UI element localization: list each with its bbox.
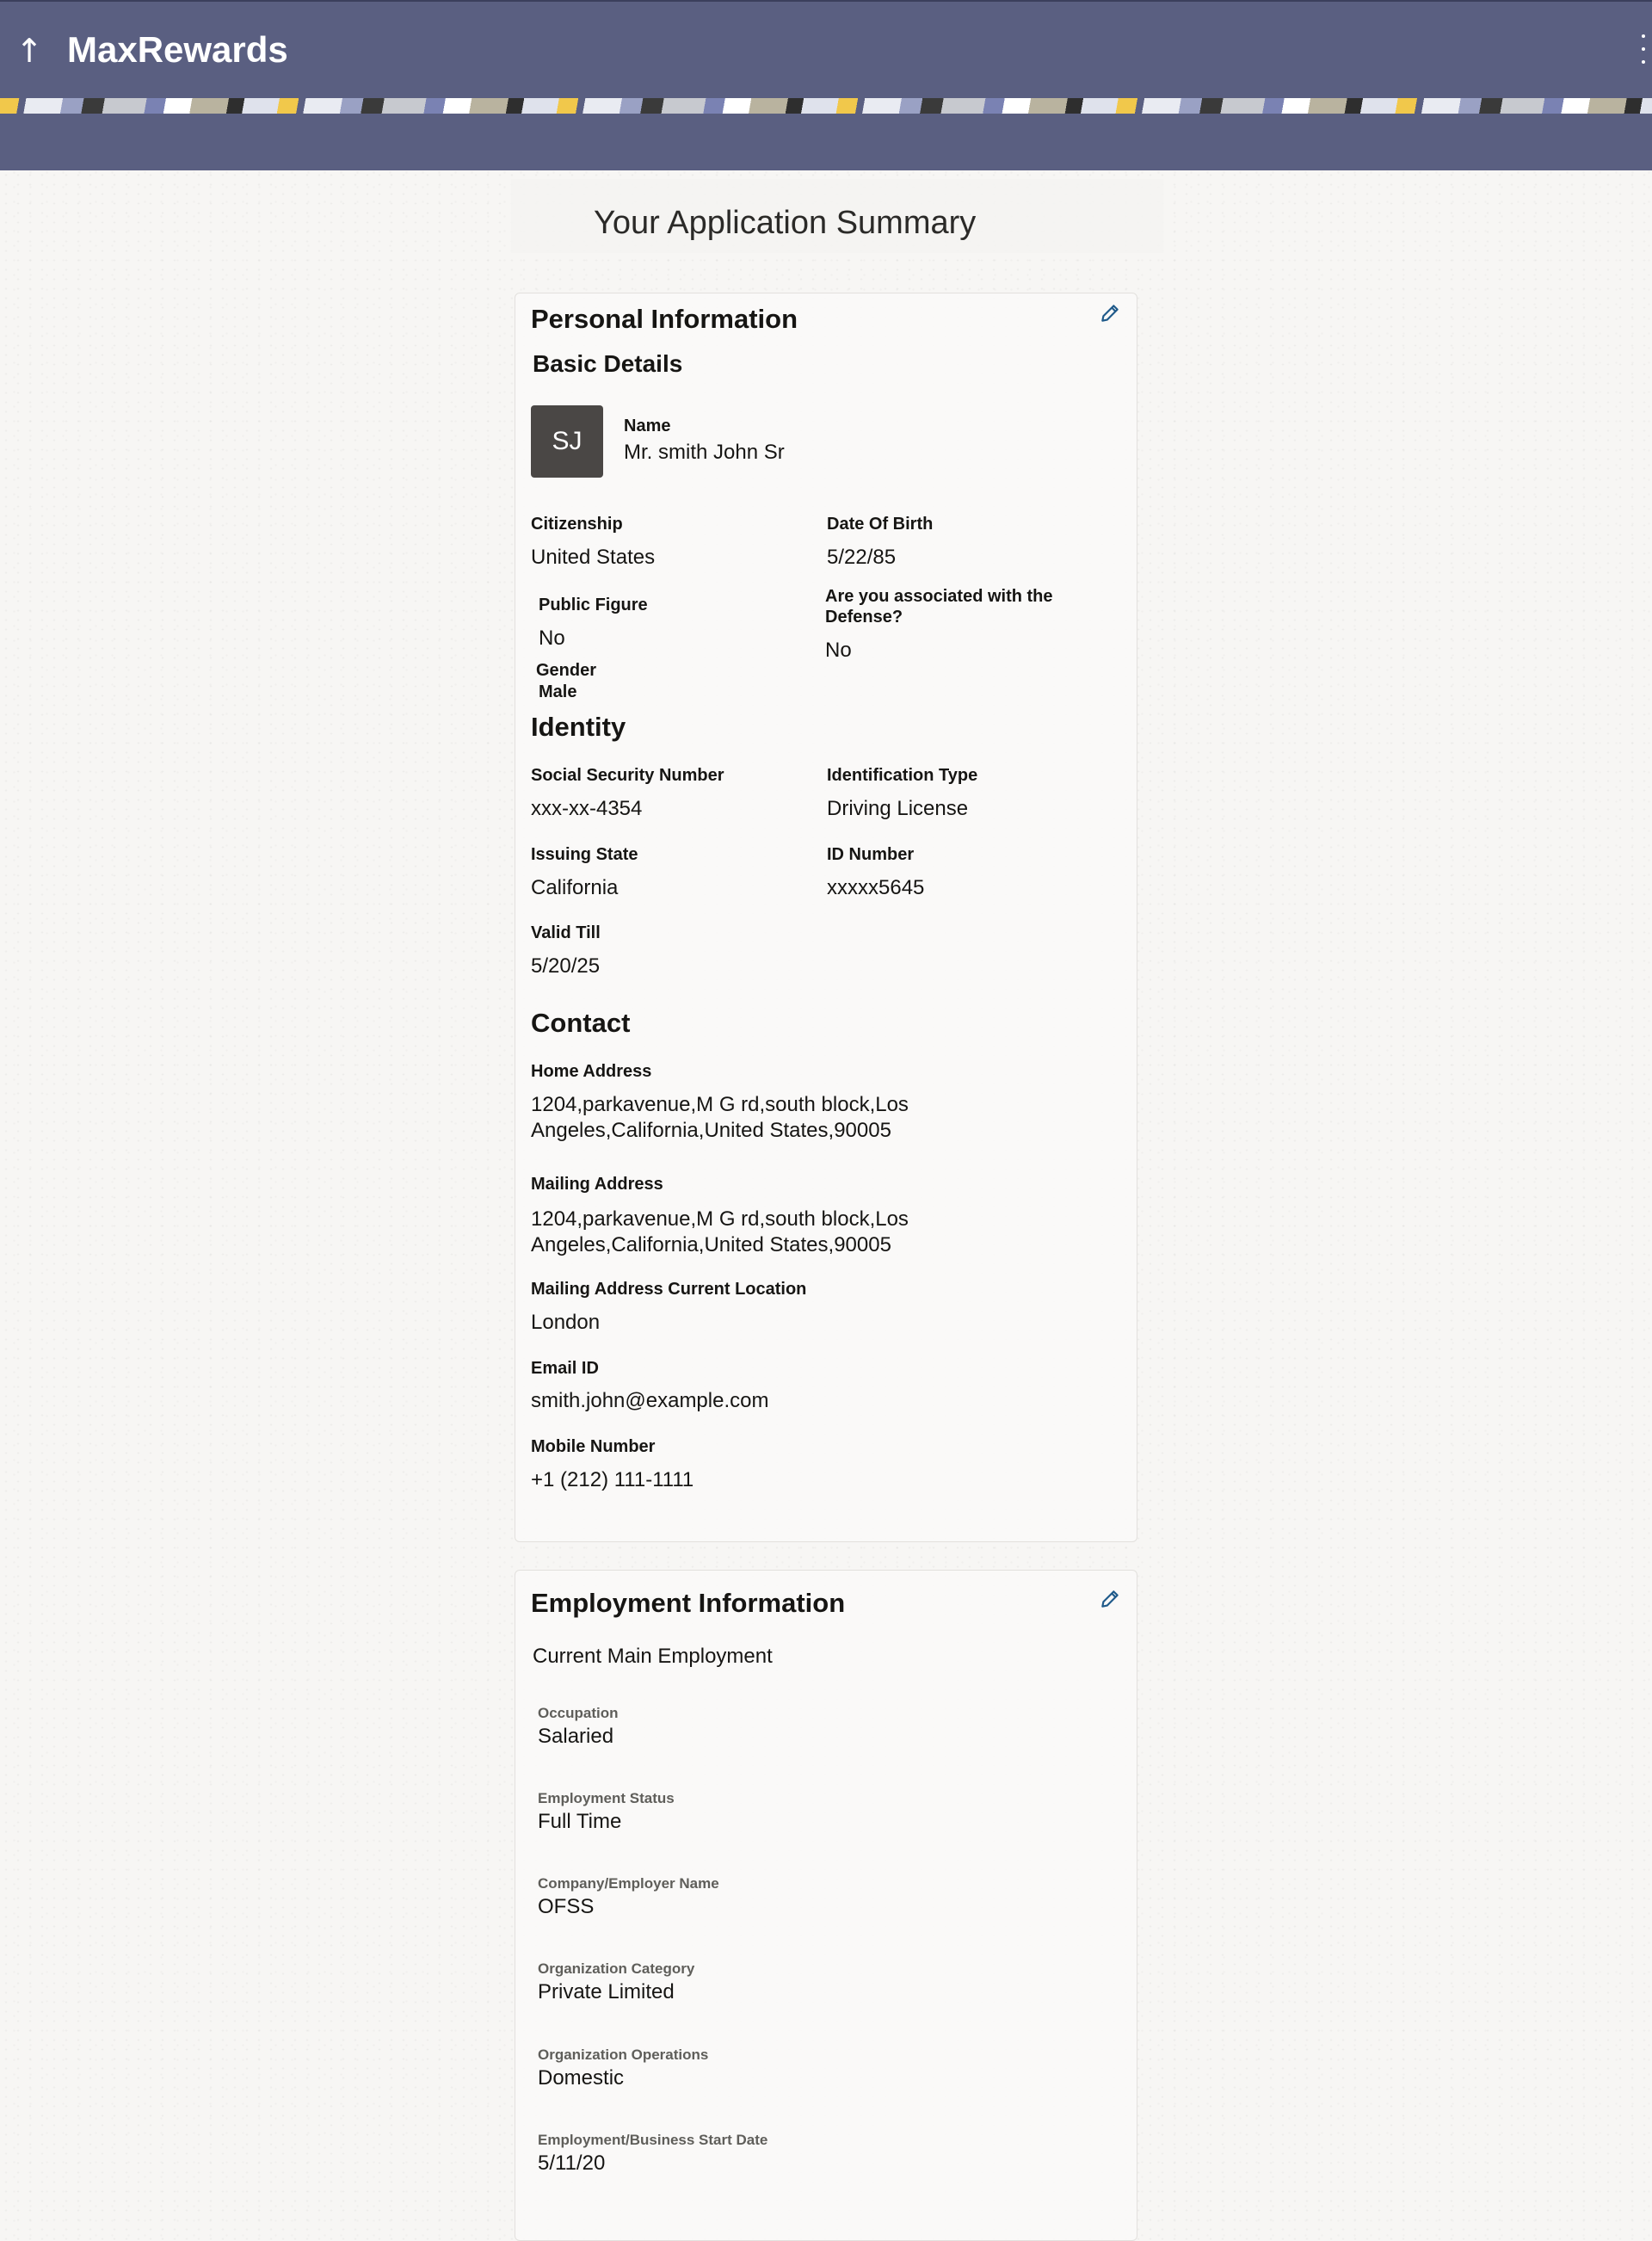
summary-title-bar: [511, 179, 1163, 253]
pencil-icon[interactable]: [1099, 1588, 1121, 1610]
org-category-value: Private Limited: [538, 1980, 675, 2003]
mailing-location-value: London: [531, 1311, 601, 1334]
kebab-dot: [1642, 47, 1645, 51]
gender-value: Male: [539, 682, 577, 701]
occupation-value: Salaried: [538, 1725, 614, 1748]
employment-status-value: Full Time: [538, 1810, 622, 1833]
id-type-label: Identification Type: [827, 766, 978, 785]
public-figure-value: No: [539, 627, 565, 650]
org-category-label: Organization Category: [538, 1960, 695, 1977]
issuing-state-label: Issuing State: [531, 845, 638, 864]
pencil-icon[interactable]: [1099, 302, 1121, 324]
name-label: Name: [624, 417, 671, 435]
employment-status-label: Employment Status: [538, 1790, 675, 1806]
employment-information-title: Employment Information: [531, 1588, 846, 1618]
kebab-dot: [1642, 60, 1645, 64]
ssn-label: Social Security Number: [531, 766, 724, 785]
personal-information-card: [515, 293, 1137, 1542]
citizenship-value: United States: [531, 546, 656, 569]
dob-label: Date Of Birth: [827, 515, 934, 534]
home-address-value: 1204,parkavenue,M G rd,south block,Los Angeles,California,United States,90005: [531, 1093, 909, 1142]
pencil-icon-graphic: [1099, 302, 1121, 324]
valid-till-label: Valid Till: [531, 923, 601, 942]
dob-value: 5/22/85: [827, 546, 897, 569]
citizenship-label: Citizenship: [531, 515, 623, 534]
home-address-label: Home Address: [531, 1062, 652, 1081]
page-title: Your Application Summary: [594, 205, 977, 241]
identity-title: Identity: [531, 712, 626, 742]
occupation-label: Occupation: [538, 1705, 619, 1721]
contact-title: Contact: [531, 1008, 631, 1038]
start-date-value: 5/11/20: [538, 2151, 606, 2175]
app-title: MaxRewards: [67, 29, 288, 70]
header-top-line: [0, 0, 1652, 2]
id-type-value: Driving License: [827, 797, 969, 820]
arrow-up-icon[interactable]: ↑: [15, 32, 43, 70]
personal-information-title: Personal Information: [531, 304, 798, 334]
employer-label: Company/Employer Name: [538, 1875, 719, 1892]
org-operations-value: Domestic: [538, 2066, 625, 2090]
email-label: Email ID: [531, 1359, 599, 1378]
mobile-value: +1 (212) 111-1111: [531, 1468, 694, 1491]
org-operations-label: Organization Operations: [538, 2047, 709, 2063]
defense-label: Are you associated with the Defense?: [825, 587, 1053, 627]
mailing-address-label: Mailing Address: [531, 1175, 663, 1194]
issuing-state-value: California: [531, 876, 619, 899]
valid-till-value: 5/20/25: [531, 954, 601, 978]
mailing-location-label: Mailing Address Current Location: [531, 1280, 807, 1299]
id-number-value: xxxxx5645: [827, 876, 925, 899]
gender-label: Gender: [536, 661, 597, 680]
mobile-label: Mobile Number: [531, 1437, 656, 1456]
employer-value: OFSS: [538, 1895, 595, 1918]
pencil-icon-graphic: [1099, 1588, 1121, 1610]
email-value: smith.john@example.com: [531, 1389, 769, 1412]
employment-subtitle: Current Main Employment: [533, 1645, 773, 1668]
name-value: Mr. smith John Sr: [624, 441, 785, 464]
kebab-menu-icon[interactable]: [1637, 34, 1650, 64]
kebab-dot: [1642, 34, 1645, 38]
avatar: SJ: [531, 405, 603, 478]
basic-details-title: Basic Details: [533, 350, 683, 377]
employment-information-card: [515, 1570, 1137, 2241]
decorative-banner: [0, 98, 1652, 114]
defense-value: No: [825, 639, 852, 662]
public-figure-label: Public Figure: [539, 596, 648, 614]
app-header: [0, 0, 1652, 170]
start-date-label: Employment/Business Start Date: [538, 2132, 768, 2148]
id-number-label: ID Number: [827, 845, 915, 864]
mailing-address-value: 1204,parkavenue,M G rd,south block,Los Angeles,California,United States,90005: [531, 1207, 909, 1256]
ssn-value: xxx-xx-4354: [531, 797, 643, 820]
